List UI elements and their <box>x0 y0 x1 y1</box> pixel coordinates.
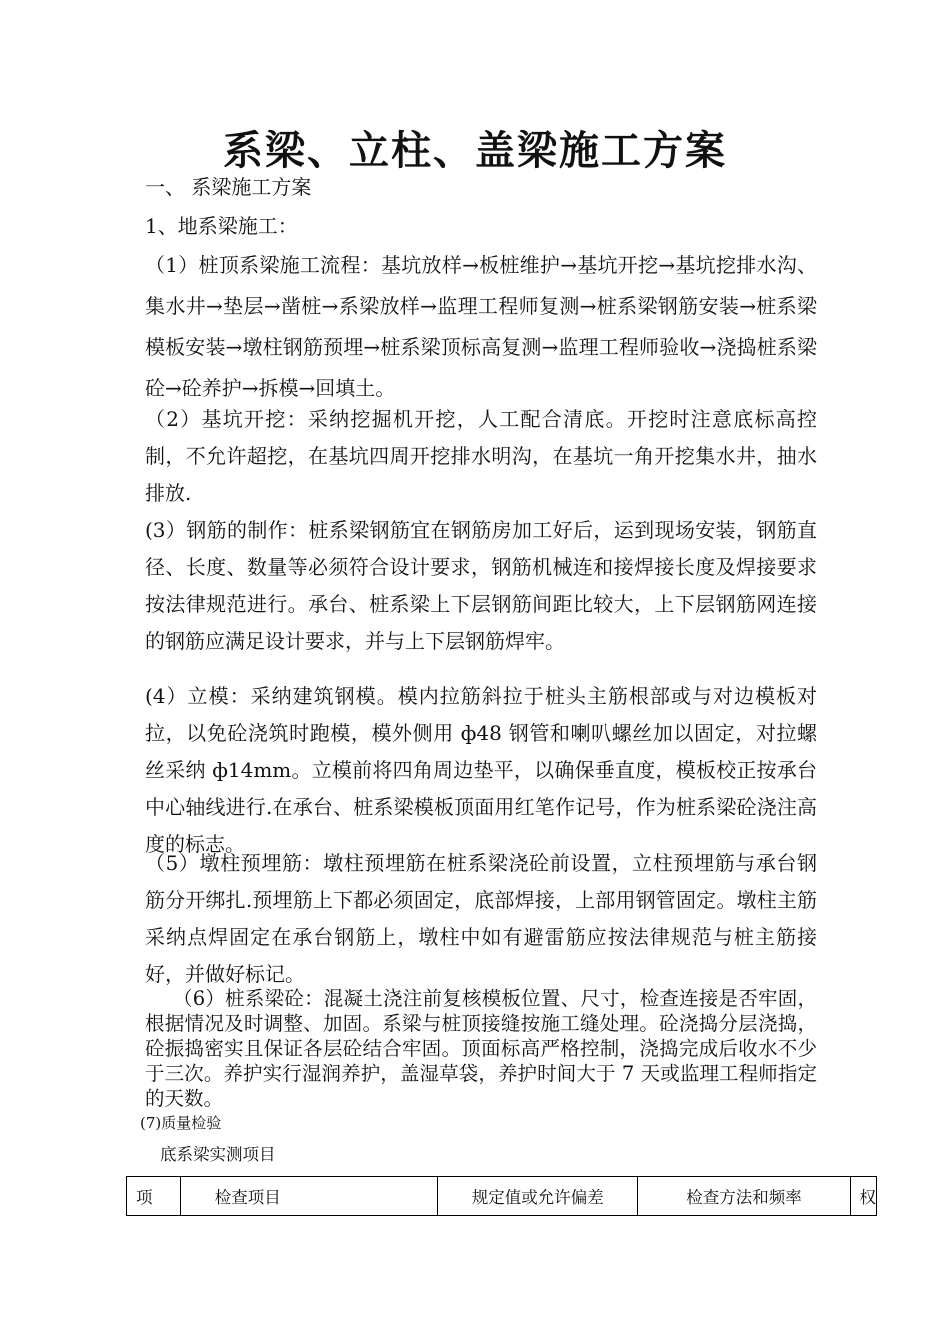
document-title: 系梁、立柱、盖梁施工方案 <box>223 127 727 174</box>
paragraph-formwork: (4）立模：采纳建筑钢模。模内拉筋斜拉于桩头主筋根部或与对边模板对拉，以免砼浇筑时跑模，模外侧用 ф48 钢管和喇叭螺丝加以固定，对拉螺丝采纳 ф14mm。立模前将四角周边垫平，以确保垂直度，模板校正按承台中心轴线进行.在承台、桩系梁模板顶面用红笔作记号，作为桩系梁砼浇注高度的标志。 <box>145 684 817 856</box>
table-header-cell: 权 <box>850 1177 877 1216</box>
paragraph-excavation: （2）基坑开挖：采纳挖掘机开挖，人工配合清底。开挖时注意底标高控制，不允许超挖，在基坑四周开挖排水明沟，在基坑一角开挖集水井，抽水排放. <box>145 407 817 505</box>
paragraph-rebar: (3）钢筋的制作：桩系梁钢筋宜在钢筋房加工好后，运到现场安装，钢筋直径、长度、数量等必须符合设计要求，钢筋机械连和接焊接长度及焊接要求按法律规范进行。承台、桩系梁上下层钢筋间距比较大，上下层钢筋网连接的钢筋应满足设计要求，并与上下层钢筋焊牢。 <box>145 518 817 653</box>
paragraph-embedded-rebar: （5）墩柱预埋筋：墩柱预埋筋在桩系梁浇砼前设置，立柱预埋筋与承台钢筋分开绑扎.预埋筋上下都必须固定，底部焊接，上部用钢管固定。墩柱主筋采纳点焊固定在承台钢筋上，墩柱中如有避雷筋应按法律规范与桩主筋接好，并做好标记。 <box>145 851 817 986</box>
table-caption: 底系梁实测项目 <box>160 1145 276 1164</box>
table-header-cell: 检查方法和频率 <box>638 1177 850 1216</box>
subsection-heading: 1、地系梁施工： <box>145 214 298 238</box>
table-header-row <box>127 1177 877 1216</box>
section-heading: 一、 系梁施工方案 <box>145 175 312 199</box>
quality-inspection-heading: (7)质量检验 <box>140 1114 222 1132</box>
inspection-table <box>126 1176 877 1216</box>
table-header-cell: 项 <box>127 1177 181 1216</box>
table-header-cell: 规定值或允许偏差 <box>438 1177 638 1216</box>
table-header-cell: 检查项目 <box>180 1177 437 1216</box>
paragraph-construction-flow: （1）桩顶系梁施工流程：基坑放样→板桩维护→基坑开挖→基坑挖排水沟、集水井→垫层→凿桩→系梁放样→监理工程师复测→桩系梁钢筋安装→桩系梁模板安装→墩柱钢筋预埋→桩系梁顶标高复测→监理工程师验收→浇捣桩系梁砼→砼养护→拆模→回填土。 <box>145 253 817 400</box>
paragraph-concrete: （6）桩系梁砼：混凝土浇注前复核模板位置、尺寸，检查连接是否牢固，根据情况及时调整、加固。系梁与桩顶接缝按施工缝处理。砼浇捣分层浇捣，砼振捣密实且保证各层砼结合牢固。顶面标高严格控制，浇捣完成后收水不少于三次。养护实行湿润养护，盖湿草袋，养护时间大于 7 天或监理工程师指定的天数。 <box>145 987 817 1110</box>
